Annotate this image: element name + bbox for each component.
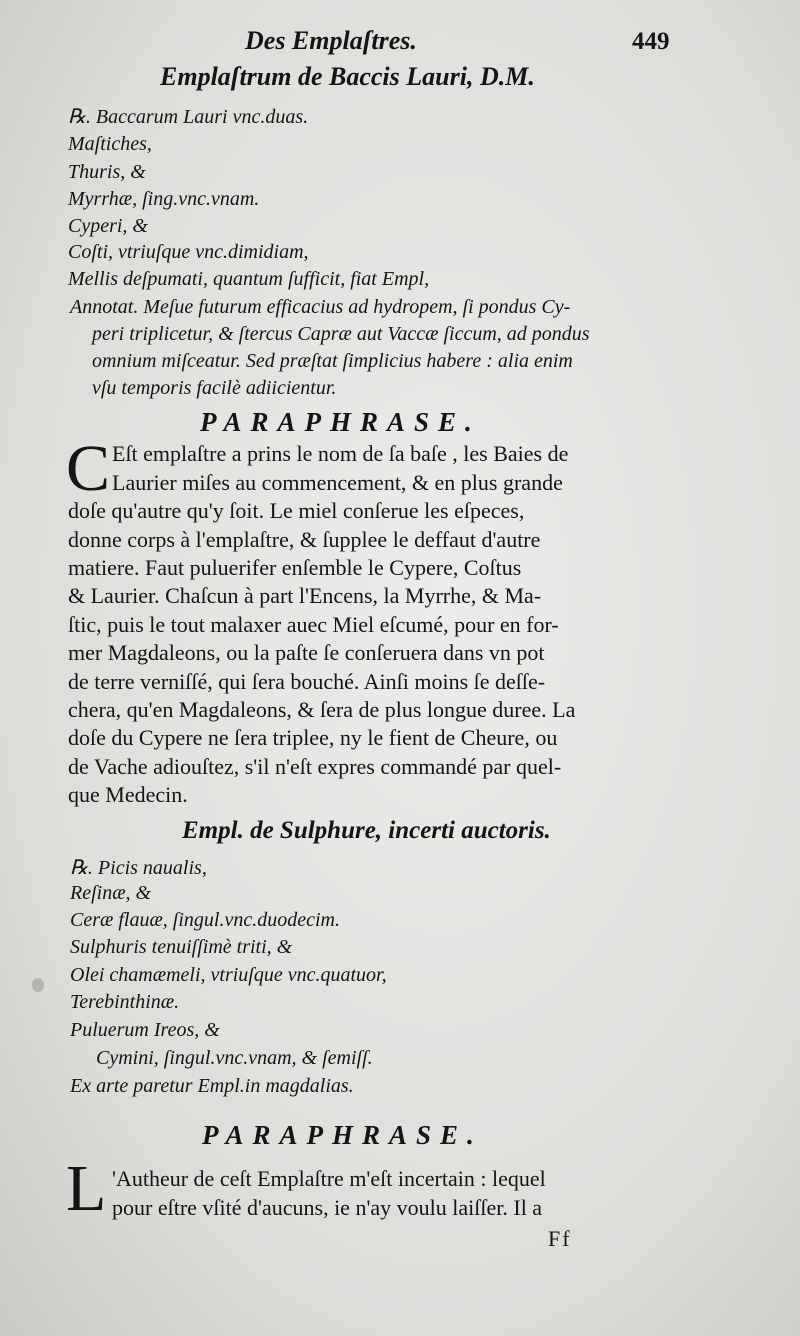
annotation-line: Annotat. Meſue futurum efficacius ad hydropem, ſi pondus Cy- xyxy=(70,296,571,318)
recipe-line: Olei chamæmeli, vtriuſque vnc.quatuor, xyxy=(70,964,387,986)
annotation-line: vſu temporis facilè adiicientur. xyxy=(92,377,337,399)
paragraph-line: que Medecin. xyxy=(68,782,188,807)
paragraph-line: doſe qu'autre qu'y ſoit. Le miel conſerue les eſpeces, xyxy=(68,498,525,523)
paragraph-line: & Laurier. Chaſcun à part l'Encens, la Myrrhe, & Ma- xyxy=(68,583,542,608)
paraphrase2-heading: PARAPHRASE. xyxy=(202,1120,483,1150)
paraphrase1-heading: PARAPHRASE. xyxy=(200,407,481,437)
recipe-line: Reſinæ, & xyxy=(70,882,152,904)
page-number: 449 xyxy=(632,28,670,55)
paragraph-line: Eſt emplaſtre a prins le nom de ſa baſe , les Baies de xyxy=(112,441,569,466)
paragraph-line: pour eſtre vſité d'aucuns, ie n'ay voulu laiſſer. Il a xyxy=(112,1195,543,1220)
recipe-line: Maſtiches, xyxy=(68,133,152,155)
section2-heading: Empl. de Sulphure, incerti auctoris. xyxy=(182,817,551,844)
drop-cap: C xyxy=(66,432,111,505)
annotation-line: peri triplicetur, & ſtercus Capræ aut Vaccæ ſiccum, ad pondus xyxy=(92,323,590,345)
recipe-line: Cyperi, & xyxy=(68,215,148,237)
recipe-line: Cymini, ſingul.vnc.vnam, & ſemiſſ. xyxy=(96,1047,373,1069)
recipe-line: Sulphuris tenuiſſimè triti, & xyxy=(70,936,293,958)
bleed-through xyxy=(470,150,475,171)
paragraph-line: doſe du Cypere ne ſera triplee, ny le fient de Cheure, ou xyxy=(68,725,558,750)
ink-smudge xyxy=(32,978,44,992)
paragraph-line: de terre verniſſé, qui ſera bouché. Ainſi moins ſe deſſe- xyxy=(68,669,546,694)
annotation-line: omnium miſceatur. Sed præſtat ſimplicius habere : alia enim xyxy=(92,350,573,372)
recipe-line: ℞. Picis naualis, xyxy=(70,857,207,879)
drop-cap: L xyxy=(66,1152,107,1225)
recipe-line: ℞. Baccarum Lauri vnc.duas. xyxy=(68,106,309,128)
paragraph-line: donne corps à l'emplaſtre, & ſupplee le deffaut d'autre xyxy=(68,527,541,552)
paragraph-line: Laurier miſes au commencement, & en plus grande xyxy=(112,470,563,495)
paragraph-line: 'Autheur de ceſt Emplaſtre m'eſt incertain : lequel xyxy=(112,1166,546,1191)
recipe-line: Ceræ flauæ, ſingul.vnc.duodecim. xyxy=(70,909,340,931)
recipe-line: Coſti, vtriuſque vnc.dimidiam, xyxy=(68,241,309,263)
paragraph-line: ſtic, puis le tout malaxer auec Miel eſcumé, pour en for- xyxy=(68,612,559,637)
paragraph-line: matiere. Faut puluerifer enſemble le Cypere, Coſtus xyxy=(68,555,522,580)
recipe-line: Mellis deſpumati, quantum ſufficit, fiat Empl, xyxy=(68,268,430,290)
paragraph-line: mer Magdaleons, ou la paſte ſe conſeruera dans vn pot xyxy=(68,640,545,665)
recipe-line: Myrrhæ, ſing.vnc.vnam. xyxy=(68,188,260,210)
section1-heading: Emplaſtrum de Baccis Lauri, D.M. xyxy=(160,62,535,91)
paragraph-line: chera, qu'en Magdaleons, & ſera de plus longue duree. La xyxy=(68,697,576,722)
running-head-title: Des Emplaſtres. xyxy=(245,26,417,55)
recipe-line: Terebinthinæ. xyxy=(70,991,180,1013)
paragraph-line: de Vache adiouſtez, s'il n'eſt expres commandé par quel- xyxy=(68,754,562,779)
running-head xyxy=(0,22,800,58)
signature-mark: Ff xyxy=(548,1226,572,1251)
recipe-line: Puluerum Ireos, & xyxy=(70,1019,220,1041)
recipe-line: Ex arte paretur Empl.in magdalias. xyxy=(70,1075,354,1097)
recipe-line: Thuris, & xyxy=(68,161,146,183)
